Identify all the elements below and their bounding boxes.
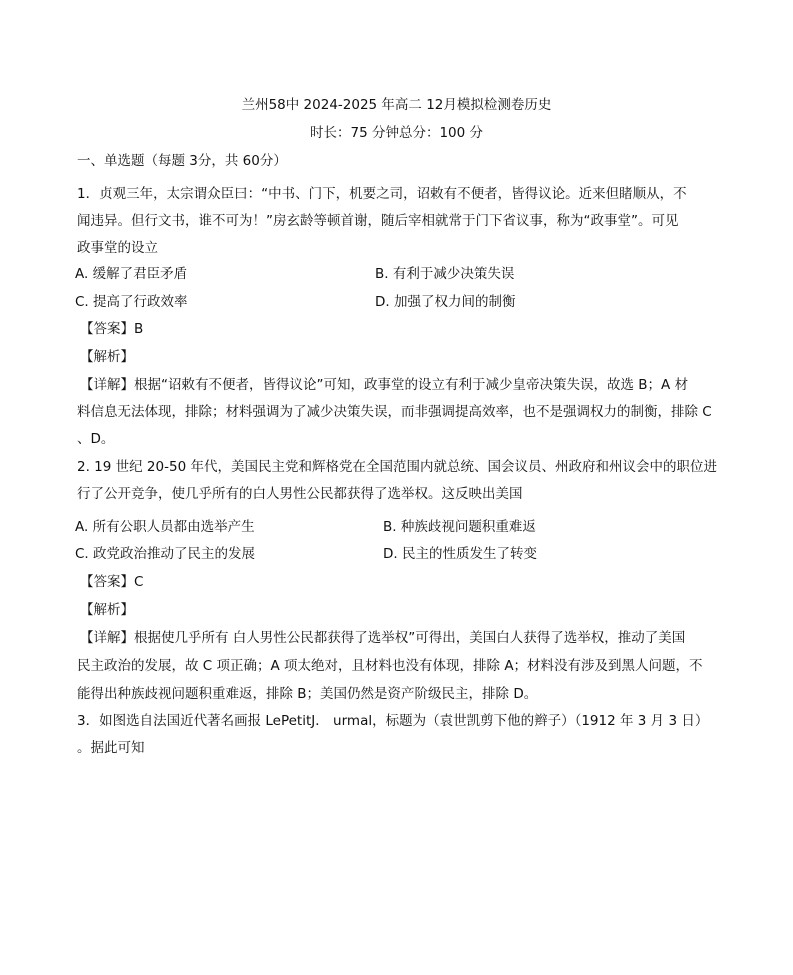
q1-analysis-label: 【解析】: [80, 349, 134, 365]
q2-answer: 【答案】C: [80, 574, 144, 590]
q1-option-b: B. 有利于减少决策失误: [375, 266, 515, 282]
q2-analysis-label: 【解析】: [80, 602, 134, 618]
q2-detail-line-2: 民主政治的发展，故 C 项正确；A 项太绝对，且材料也没有体现，排除 A；材料没有涉及到黑人问题，不: [77, 658, 703, 674]
q1-detail-line-2: 料信息无法体现，排除；材料强调为了减少决策失误，而非强调提高效率，也不是强调权力的制衡，排除 C: [77, 404, 712, 420]
q2-option-c: C. 政党政治推动了民主的发展: [75, 546, 256, 562]
q1-answer: 【答案】B: [80, 321, 144, 337]
q2-stem-line-1: 2. 19 世纪 20-50 年代，美国民主党和辉格党在全国范围内就总统、国会议员、州政府和州议会中的职位进: [77, 459, 717, 475]
exam-title: 兰州58中 2024-2025 年高二 12月模拟检测卷历史: [241, 97, 552, 113]
q1-option-c: C. 提高了行政效率: [75, 294, 188, 310]
q1-stem-line-2: 闻违异。但行文书，谁不可为！”房玄龄等顿首谢，随后宰相就常于门下省议事，称为“政事堂”。可见: [77, 213, 679, 229]
q1-option-d: D. 加强了权力间的制衡: [375, 294, 516, 310]
q2-option-d: D. 民主的性质发生了转变: [383, 546, 537, 562]
q2-option-a: A. 所有公职人员都由选举产生: [75, 519, 255, 535]
q2-detail-line-3: 能得出种族歧视问题积重难返，排除 B；美国仍然是资产阶级民主，排除 D。: [77, 686, 538, 702]
q1-stem-line-1: 1．贞观三年，太宗谓众臣曰：“中书、门下，机要之司，诏敕有不便者，皆得议论。近来但睹顺从，不: [77, 186, 687, 202]
q2-detail-line-1: 【详解】根据使几乎所有 白人男性公民都获得了选举权”可得出，美国白人获得了选举权，推动了美国: [80, 630, 686, 646]
section-heading: 一、单选题（每题 3分，共 60分）: [77, 153, 287, 169]
q2-stem-line-2: 行了公开竞争，使几乎所有的白人男性公民都获得了选举权。这反映出美国: [77, 486, 523, 502]
q1-detail-line-1: 【详解】根据“诏敕有不便者，皆得议论”可知，政事堂的设立有利于减少皇帝决策失误，故选 B；A 材: [80, 377, 689, 393]
q1-option-a: A. 缓解了君臣矛盾: [75, 266, 188, 282]
q1-detail-line-3: 、D。: [77, 431, 115, 447]
q1-stem-line-3: 政事堂的设立: [77, 240, 158, 256]
q3-stem-line-2: 。据此可知: [77, 740, 145, 756]
q2-option-b: B. 种族歧视问题积重难返: [383, 519, 536, 535]
exam-subtitle: 时长：75 分钟总分：100 分: [309, 125, 484, 141]
q3-stem-line-1: 3．如图选自法国近代著名画报 LePetitJ． urmal，标题为（袁世凯剪下他的辫子）（1912 年 3 月 3 日）: [77, 713, 709, 729]
